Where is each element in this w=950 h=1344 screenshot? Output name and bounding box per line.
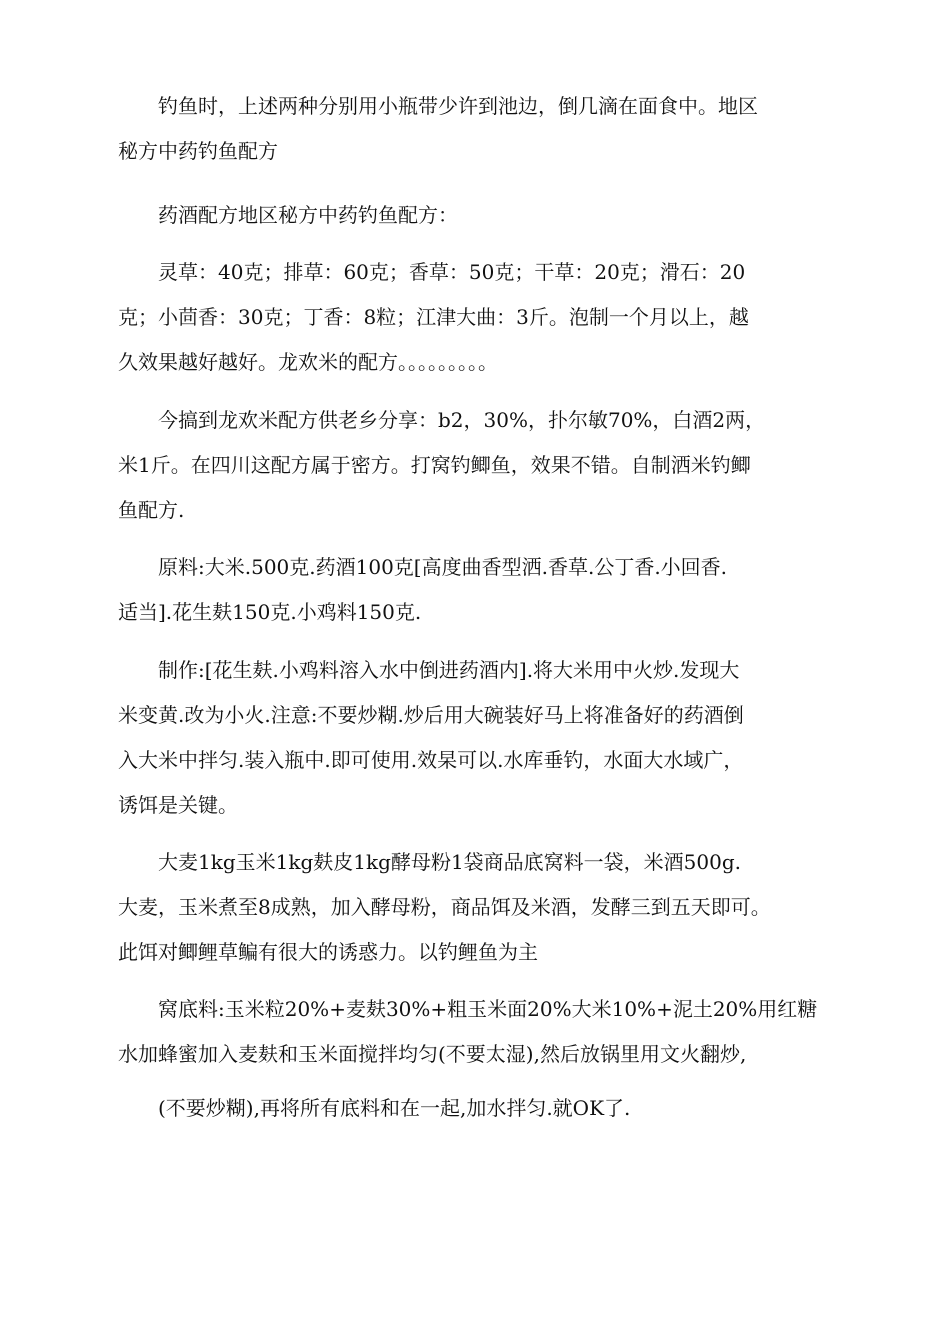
text-line: 米变黄.改为小火.注意:不要炒糊.炒后用大碗装好马上将准备好的药酒倒 <box>118 703 744 727</box>
text-line: 制作:[花生麸.小鸡料溶入水中倒进药酒内].将大米用中火炒.发现大 <box>118 658 740 682</box>
paragraph-5 <box>118 545 858 635</box>
text-line: 原料:大米.500克.药酒100克[高度曲香型洒.香草.公丁香.小回香. <box>118 555 728 579</box>
paragraph-8 <box>118 987 858 1077</box>
text-line: 此饵对鲫鲤草鳊有很大的诱惑力。以钓鲤鱼为主 <box>118 940 538 964</box>
text-line: 灵草：40克；排草：60克；香草：50克；干草：20克；滑石：20 <box>118 260 746 284</box>
text-line: 窝底料:玉米粒20%+麦麸30%+粗玉米面20%大米10%+泥土20%用红糖 <box>118 997 818 1021</box>
text-line: 今搞到龙欢米配方供老乡分享：b2，30%，扑尔敏70%，白酒2两， <box>118 408 766 432</box>
text-line: 鱼配方. <box>118 498 185 522</box>
text-line: 久效果越好越好。龙欢米的配方。。。。。。。。。 <box>118 350 498 374</box>
paragraph-6 <box>118 648 858 828</box>
text-line: (不要炒糊),再将所有底料和在一起,加水拌匀.就OK了. <box>118 1096 631 1120</box>
text-line: 大麦，玉米煮至8成熟，加入酵母粉，商品饵及米酒，发酵三到五天即可。 <box>118 895 771 919</box>
paragraph-1 <box>118 84 858 174</box>
text-line: 适当].花生麸150克.小鸡料150克. <box>118 600 422 624</box>
text-line: 克；小茴香：30克；丁香：8粒；江津大曲：3斤。泡制一个月以上，越 <box>118 305 749 329</box>
paragraph-2 <box>118 193 858 238</box>
text-line: 米1斤。在四川这配方属于密方。打窝钓鲫鱼，效果不错。自制洒米钓鲫 <box>118 453 751 477</box>
text-line: 钓鱼时，上述两种分别用小瓶带少许到池边，倒几滴在面食中。地区 <box>118 94 758 118</box>
paragraph-7 <box>118 840 858 975</box>
paragraph-4 <box>118 398 858 533</box>
text-line: 入大米中拌匀.装入瓶中.即可使用.效杲可以.水库垂钓，水面大水域广， <box>118 748 744 772</box>
text-line: 水加蜂蜜加入麦麸和玉米面搅拌均匀(不要太湿),然后放锅里用文火翻炒, <box>118 1042 747 1066</box>
paragraph-3 <box>118 250 858 385</box>
text-line: 药酒配方地区秘方中药钓鱼配方： <box>118 203 458 227</box>
paragraph-9 <box>118 1086 858 1131</box>
text-line: 诱饵是关键。 <box>118 793 238 817</box>
text-line: 秘方中药钓鱼配方 <box>118 139 278 163</box>
text-line: 大麦1kg玉米1kg麸皮1kg酵母粉1袋商品底窝料一袋，米酒500g. <box>118 850 741 874</box>
